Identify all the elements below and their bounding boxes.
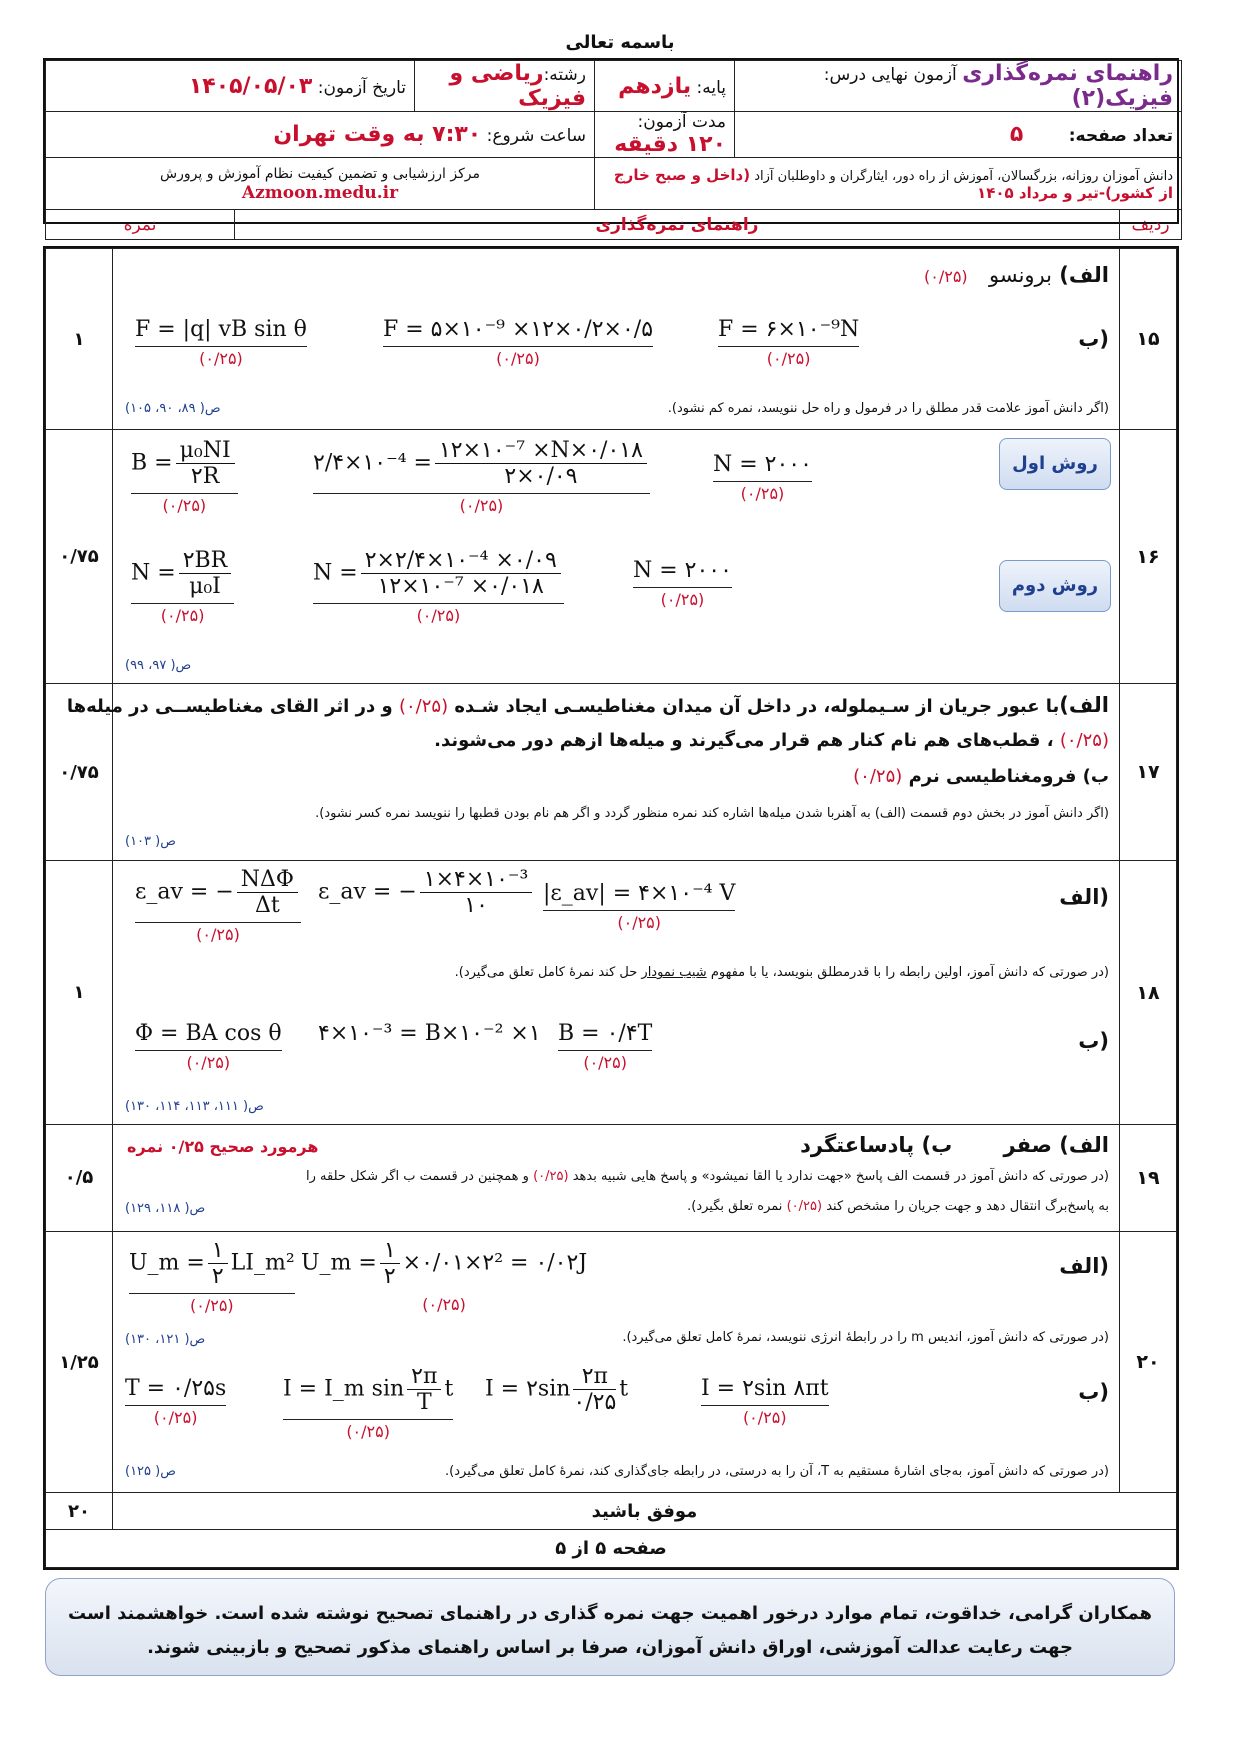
formula: N = $\frac{\text{۲×۲/۴×۱۰⁻⁴ ×۰/۰۹}}{\text{۱۲×۱۰⁻⁷ ×۰/۰۱۸}}$ (۰/۲۵) (313, 548, 564, 625)
formula: ۲/۴×۱۰⁻⁴ = $\frac{\text{۱۲×۱۰⁻⁷ ×N×۰/۰۱۸}}{۲\times ۰/۰۹}$ (۰/۲۵) (313, 438, 650, 515)
formula: B = $\frac{\text{μ₀NI}}{۲R}$ (۰/۲۵) (131, 438, 238, 515)
audience-bold: (داخل و صبح خارج از کشور)-تیر و مرداد ۱۴۰۵ (613, 165, 1174, 202)
part-a-label: الف) (1059, 1253, 1109, 1278)
formula: B = ۰/۴T (۰/۲۵) (558, 1021, 653, 1073)
grading-note: (اگر دانش آموز علامت قدر مطلق را در فرمول و راه حل ننویسد، نمره کم نشود). (667, 401, 1109, 416)
row-number: ۱۵ (1120, 249, 1177, 430)
grading-note: (اگر دانش آموز در بخش دوم قسمت (الف) به آهنربا شدن میله‌ها اشاره کند نمره منظور گردد و اگر هم نام بودن قطبها را ننویسد نمره کسر نشود). (315, 805, 1109, 821)
col-row-header: ردیف (1120, 210, 1182, 240)
row-number: ۱۶ (1120, 430, 1177, 684)
page-number: صفحه ۵ از ۵ (46, 1529, 1177, 1567)
question-row-15 (46, 249, 1177, 430)
exam-header (43, 58, 1179, 235)
method-two-tab[interactable]: روش دوم (999, 560, 1111, 612)
center-cell (46, 158, 595, 210)
field-label: رشته: (543, 65, 587, 85)
formula: U_m = $\frac{۱}{۲}$ ×۰/۰۱×۲² = ۰/۰۲J (۰/۲۵) (301, 1237, 588, 1314)
col-guide-header: راهنمای نمره‌گذاری (235, 210, 1120, 240)
duration-label: مدت آزمون: (637, 112, 727, 132)
page-reference: ص( ۱۰۳) (125, 833, 176, 849)
score-cell: ۰/۷۵ (46, 683, 113, 860)
page-row (46, 1529, 1177, 1567)
formula: F = |q| vB sin θ (۰/۲۵) (135, 317, 307, 368)
answer-cell (113, 430, 1120, 684)
page-reference: ص( ۹۷، ۹۹) (125, 658, 192, 674)
grading-table (43, 246, 1179, 1570)
question-row-17 (46, 683, 1177, 860)
answer-parts: الف) صفر ب) پادساعتگرد (800, 1132, 1109, 1157)
formula: I = ۲sin ۸πt (۰/۲۵) (701, 1375, 829, 1427)
start-cell (46, 112, 595, 158)
total-score: ۲۰ (46, 1493, 113, 1529)
question-row-16 (46, 430, 1177, 684)
row-number: ۱۸ (1120, 861, 1177, 1125)
page-reference: ص( ۱۲۱، ۱۳۰) (125, 1331, 206, 1347)
question-row-20 (46, 1231, 1177, 1493)
start-time: ۷:۳۰ به وقت تهران (273, 122, 482, 147)
good-luck: موفق باشید (113, 1493, 1177, 1529)
subject: فیزیک(۲) (1071, 86, 1174, 111)
grading-note: (در صورتی که دانش آموز، به‌جای اشارۀ مستقیم به T، آن را به درستی، در رابطه جای‌گذاری کند، نمرۀ کامل تعلق می‌گیرد). (445, 1463, 1109, 1479)
question-row-19 (46, 1124, 1177, 1231)
center-name: مرکز ارزشیابی و تضمین کیفیت نظام آموزش و پرورش (160, 165, 480, 182)
grade: یازدهم (618, 73, 692, 99)
exam-label: آزمون نهایی درس: (823, 65, 957, 85)
formula: N = $\frac{۲BR}{\text{μ₀I}}$ (۰/۲۵) (131, 548, 234, 625)
page-reference: ص( ۱۱۸، ۱۲۹) (125, 1200, 206, 1216)
website: Azmoon.medu.ir (241, 182, 399, 203)
formula: ε_av = − $\frac{\text{۱×۴×۱۰⁻³}}{۱۰}$ (318, 867, 535, 918)
formula: T = ۰/۲۵s (۰/۲۵) (125, 1375, 227, 1427)
grading-note: (در صورتی که دانش آموز، اندیس m را در رابطۀ انرژی ننویسد، نمرۀ کامل تعلق می‌گیرد). (622, 1329, 1109, 1345)
grade-label: پایه: (696, 77, 727, 98)
answer-cell (113, 1231, 1120, 1493)
page-reference: ص( ۱۲۵) (125, 1463, 176, 1479)
besmellah: باسمه تعالی (565, 32, 675, 53)
page-reference: ص( ۸۹، ۹۰، ۱۰۵) (125, 401, 221, 416)
part-b-label: ب) (1078, 1379, 1109, 1404)
field-cell (415, 61, 595, 112)
formula: |ε_av| = ۴×۱۰⁻⁴ V (۰/۲۵) (543, 881, 736, 933)
part-a-label: الف) (1059, 885, 1109, 910)
page-count: ۵ (1009, 122, 1024, 147)
grading-note: به پاسخ‌برگ انتقال دهد و جهت جریان را مشخص کند (۰/۲۵) نمره تعلق بگیرد). (687, 1198, 1109, 1214)
total-row (46, 1493, 1177, 1529)
grade-cell (595, 61, 735, 112)
score-cell: ۰/۷۵ (46, 430, 113, 684)
pages-label: تعداد صفحه: (1068, 126, 1174, 146)
method-one-tab[interactable]: روش اول (999, 438, 1111, 490)
formula: N = ۲۰۰۰ (۰/۲۵) (633, 558, 732, 610)
formula: F = ۵×۱۰⁻⁹ ×۱۲×۰/۲×۰/۵ (۰/۲۵) (383, 317, 654, 368)
footer-note: همکاران گرامی، خداقوت، تمام موارد درخور اهمیت جهت نمره گذاری در راهنمای تصحیح نوشته شده است. خواهشمند است جهت رعایت عدالت آموزشی، اوراق دانش آموزان، صرفا بر اساس راهنمای مذکور تصحیح و بازبینی شوند. (45, 1578, 1175, 1676)
formula: I = I_m sin $\frac{۲\pi}{T}$ t (۰/۲۵) (283, 1363, 454, 1441)
part-b: ب) فرومغناطیسی نرم (۰/۲۵) (853, 765, 1109, 787)
formula: ε_av = − $\frac{\text{NΔΦ}}{\Delta t}$ (۰/۲۵) (135, 867, 301, 944)
part-b-label: ب) (1078, 1029, 1109, 1054)
audience-cell (595, 158, 1182, 210)
formula: U_m = $\frac{۱}{۲}$ LI_m² (۰/۲۵) (129, 1237, 295, 1315)
page-reference: ص( ۱۱۱، ۱۱۳، ۱۱۴، ۱۳۰) (125, 1099, 264, 1115)
answer-cell (113, 249, 1120, 430)
score-cell: ۱ (46, 249, 113, 430)
part-b-label: ب) (1078, 327, 1109, 351)
exam-date: ۱۴۰۵/۰۵/۰۳ (188, 73, 313, 99)
part-a: الف) برونسو (۰/۲۵) (924, 263, 1109, 287)
pages-cell (735, 112, 1182, 158)
row-number: ۲۰ (1120, 1231, 1177, 1493)
formula: I = ۲sin $\frac{۲\pi}{۰/۲۵}$ t (485, 1363, 629, 1415)
audience: دانش آموزان روزانه، بزرگسالان، آموزش از راه دور، ایثارگران و داوطلبان آزاد (754, 168, 1174, 184)
score-cell: ۰/۵ (46, 1124, 113, 1231)
answer-cell (113, 861, 1120, 1125)
formula: F = ۶×۱۰⁻⁹N (۰/۲۵) (718, 317, 860, 368)
guide-title: راهنمای نمره‌گذاری (962, 61, 1174, 86)
grading-note: (در صورتی که دانش آموز در قسمت الف پاسخ «جهت ندارد یا القا نمیشود» و پاسخ هایی شبیه بدهد (۰/۲۵) و همچنین در قسمت ب اگر شکل حلقه را (306, 1168, 1109, 1184)
duration: ۱۲۰ دقیقه (614, 132, 727, 157)
formula: Φ = BA cos θ (۰/۲۵) (135, 1021, 282, 1073)
date-cell (46, 61, 415, 112)
per-item-score: هرمورد صحیح ۰/۲۵ نمره (127, 1136, 319, 1156)
question-row-18 (46, 861, 1177, 1125)
formula: ۴×۱۰⁻³ = B×۱۰⁻² ×۱ (318, 1021, 541, 1047)
duration-cell (595, 112, 735, 158)
part-a: الف)با عبور جریان از سـیملوله، در داخل آن میدان مغناطیسـی ایجاد شـده (۰/۲۵) و در اثر القای مغناطیســی در میله‌ها (66, 692, 1109, 717)
part-a-cont: (۰/۲۵) ، قطب‌های هم نام کنار هم قرار می‌گیرند و میله‌ها ازهم دور می‌شوند. (434, 729, 1109, 751)
date-label: تاریخ آزمون: (317, 77, 407, 98)
grading-note: (در صورتی که دانش آموز، اولین رابطه را با قدرمطلق بنویسد، یا با مفهوم شیب نمودار حل کند نمرۀ کامل تعلق می‌گیرد). (454, 965, 1109, 981)
row-number: ۱۹ (1120, 1124, 1177, 1231)
field: ریاضی و فیزیک (449, 61, 587, 111)
score-cell: ۱/۲۵ (46, 1231, 113, 1493)
header-title-cell (735, 61, 1182, 112)
answer-cell (113, 1124, 1120, 1231)
score-cell: ۱ (46, 861, 113, 1125)
start-label: ساعت شروع: (486, 126, 587, 146)
formula: N = ۲۰۰۰ (۰/۲۵) (713, 452, 812, 504)
col-score-header: نمره (46, 210, 235, 240)
row-number: ۱۷ (1120, 683, 1177, 860)
